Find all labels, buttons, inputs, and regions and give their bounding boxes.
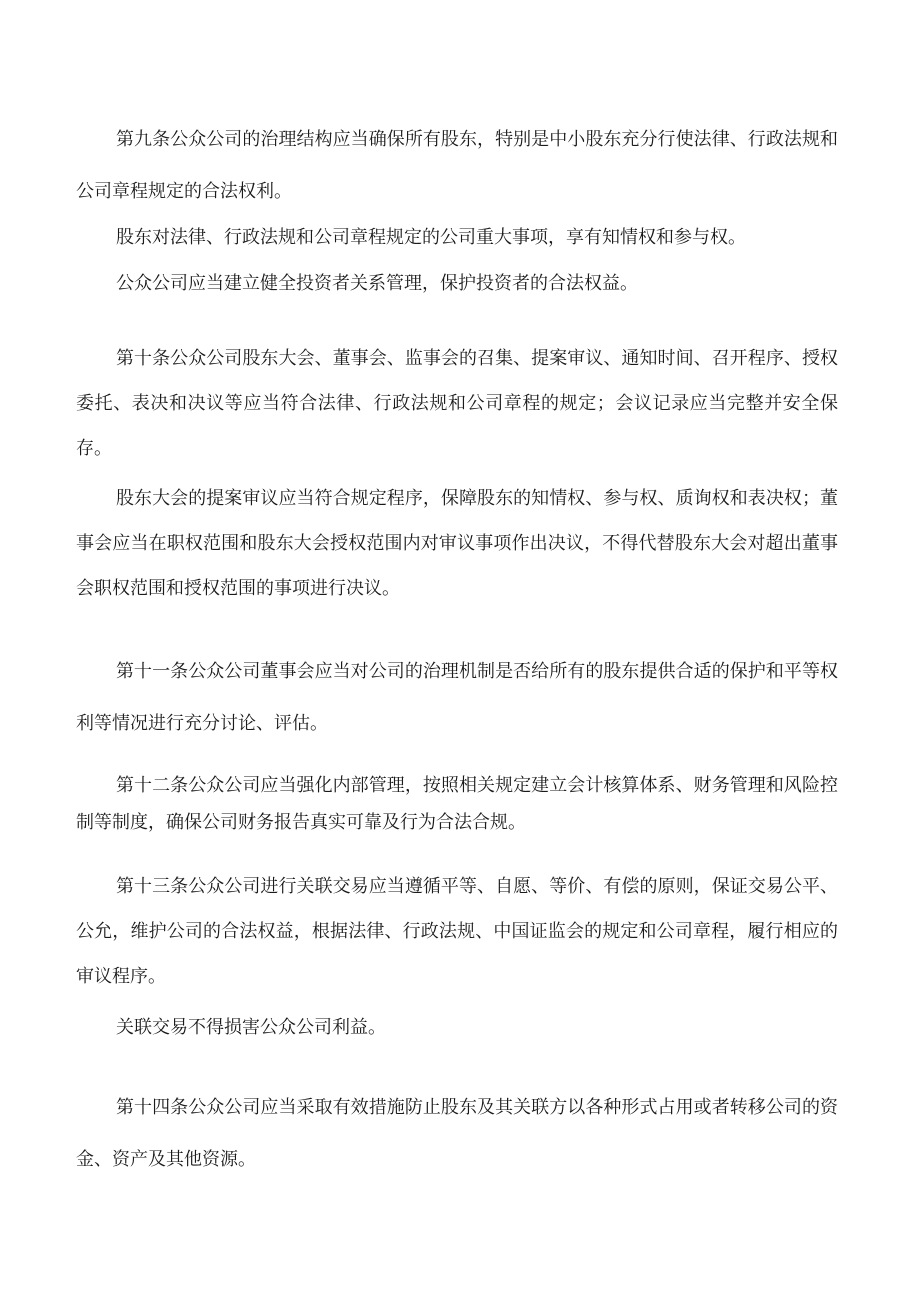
- article-9-paragraph-3: 公众公司应当建立健全投资者关系管理，保护投资者的合法权益。: [116, 273, 638, 294]
- article-10-paragraph-2: 股东大会的提案审议应当符合规定程序，保障股东的知情权、参与权、质询权和表决权；董事会应当在职权范围和股东大会授权范围内对审议事项作出决议，不得代替股东大会对超出董事会职权范围和授权范围的事项进行决议。: [76, 488, 838, 599]
- article-12-paragraph-1: 第十二条公众公司应当强化内部管理，按照相关规定建立会计核算体系、财务管理和风险控制等制度，确保公司财务报告真实可靠及行为合法合规。: [76, 775, 838, 833]
- article-11-paragraph-1: 第十一条公众公司董事会应当对公司的治理机制是否给所有的股东提供合适的保护和平等权利等情况进行充分讨论、评估。: [76, 661, 838, 734]
- article-9-paragraph-2: 股东对法律、行政法规和公司章程规定的公司重大事项，享有知情权和参与权。: [116, 227, 746, 248]
- article-10-paragraph-1: 第十条公众公司股东大会、董事会、监事会的召集、提案审议、通知时间、召开程序、授权委托、表决和决议等应当符合法律、行政法规和公司章程的规定；会议记录应当完整并安全保存。: [76, 348, 838, 459]
- article-9-paragraph-1: 第九条公众公司的治理结构应当确保所有股东，特别是中小股东充分行使法律、行政法规和公司章程规定的合法权利。: [76, 129, 838, 202]
- article-13-paragraph-2: 关联交易不得损害公众公司利益。: [116, 1017, 386, 1038]
- article-13-paragraph-1: 第十三条公众公司进行关联交易应当遵循平等、自愿、等价、有偿的原则，保证交易公平、公允，维护公司的合法权益，根据法律、行政法规、中国证监会的规定和公司章程，履行相应的审议程序。: [76, 876, 838, 987]
- article-14-paragraph-1: 第十四条公众公司应当采取有效措施防止股东及其关联方以各种形式占用或者转移公司的资金、资产及其他资源。: [76, 1097, 838, 1170]
